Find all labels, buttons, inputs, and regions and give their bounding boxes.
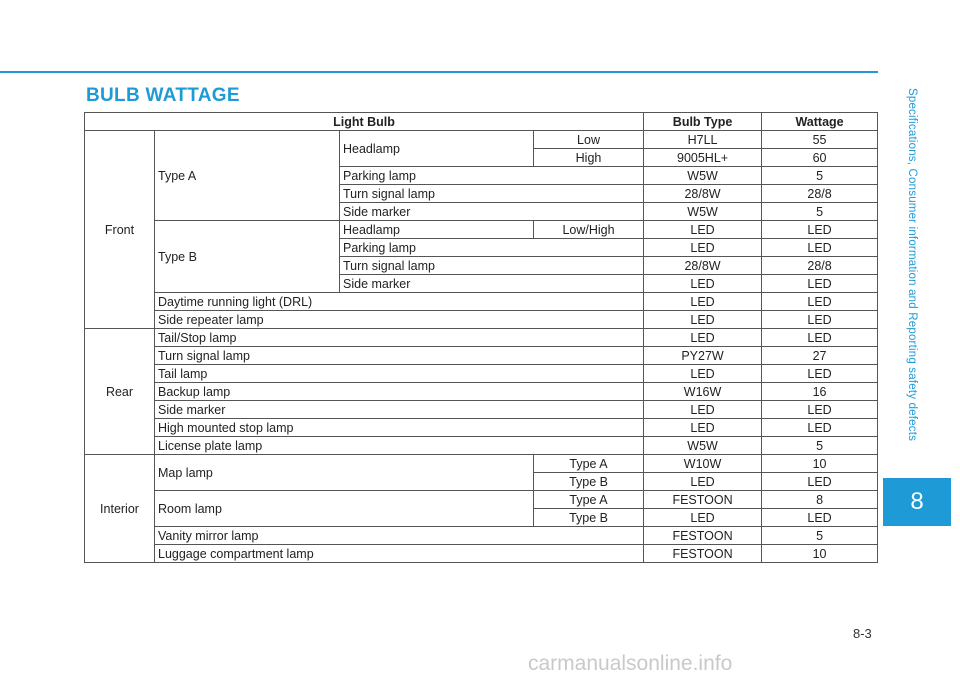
wattage-cell: 16 — [762, 383, 878, 401]
variant-type-a: Type A — [534, 491, 644, 509]
wattage-cell: LED — [762, 509, 878, 527]
lamp-label: Side marker — [340, 275, 644, 293]
bulb-type-cell: LED — [644, 275, 762, 293]
table-row — [85, 311, 878, 329]
bulb-type-cell: W5W — [644, 437, 762, 455]
wattage-cell: LED — [762, 221, 878, 239]
wattage-cell: LED — [762, 239, 878, 257]
wattage-cell: LED — [762, 311, 878, 329]
side-section-title — [904, 88, 920, 478]
lamp-label: Vanity mirror lamp — [155, 527, 644, 545]
table-row — [85, 527, 878, 545]
table-row — [85, 491, 878, 509]
lamp-label: Turn signal lamp — [340, 185, 644, 203]
bulb-type-cell: LED — [644, 401, 762, 419]
group-rear: Rear — [85, 329, 155, 455]
bulb-type-cell: LED — [644, 221, 762, 239]
table-row — [85, 383, 878, 401]
lamp-label: Backup lamp — [155, 383, 644, 401]
bulb-type-cell: H7LL — [644, 131, 762, 149]
table-row — [85, 545, 878, 563]
table-row — [85, 221, 878, 239]
wattage-cell: 28/8 — [762, 257, 878, 275]
bulb-type-cell: PY27W — [644, 347, 762, 365]
table-row — [85, 131, 878, 149]
side-section-title-text: Specifications, Consumer information and Reporting safety defects — [906, 88, 918, 442]
bulb-wattage-table — [84, 112, 878, 563]
group-interior: Interior — [85, 455, 155, 563]
bulb-type-cell: FESTOON — [644, 491, 762, 509]
group-front: Front — [85, 131, 155, 329]
bulb-type-cell: LED — [644, 365, 762, 383]
bulb-type-cell: LED — [644, 509, 762, 527]
lamp-label: Parking lamp — [340, 239, 644, 257]
bulb-type-cell: 28/8W — [644, 185, 762, 203]
bulb-type-cell: W5W — [644, 203, 762, 221]
table-row — [85, 365, 878, 383]
front-type-a: Type A — [155, 131, 340, 221]
lamp-label: Daytime running light (DRL) — [155, 293, 644, 311]
bulb-type-cell: LED — [644, 293, 762, 311]
wattage-cell: 5 — [762, 203, 878, 221]
wattage-cell: LED — [762, 365, 878, 383]
bulb-type-cell: LED — [644, 473, 762, 491]
table-row — [85, 293, 878, 311]
lamp-label: Side marker — [155, 401, 644, 419]
bulb-type-cell: FESTOON — [644, 545, 762, 563]
wattage-cell: LED — [762, 275, 878, 293]
wattage-cell: LED — [762, 419, 878, 437]
table-row — [85, 401, 878, 419]
bulb-type-cell: 9005HL+ — [644, 149, 762, 167]
wattage-cell: 10 — [762, 545, 878, 563]
table-row — [85, 329, 878, 347]
beam-low: Low — [534, 131, 644, 149]
table-row — [85, 347, 878, 365]
table-row — [85, 437, 878, 455]
bulb-type-cell: LED — [644, 419, 762, 437]
table-row — [85, 419, 878, 437]
wattage-cell: 27 — [762, 347, 878, 365]
beam-low-high: Low/High — [534, 221, 644, 239]
bulb-type-cell: 28/8W — [644, 257, 762, 275]
wattage-cell: LED — [762, 329, 878, 347]
front-a-headlamp: Headlamp — [340, 131, 534, 167]
wattage-cell: LED — [762, 401, 878, 419]
variant-type-b: Type B — [534, 509, 644, 527]
table-row — [85, 455, 878, 473]
lamp-label: Parking lamp — [340, 167, 644, 185]
variant-type-b: Type B — [534, 473, 644, 491]
wattage-cell: 5 — [762, 527, 878, 545]
wattage-cell: 5 — [762, 167, 878, 185]
bulb-type-cell: W5W — [644, 167, 762, 185]
header-light-bulb: Light Bulb — [85, 113, 644, 131]
variant-type-a: Type A — [534, 455, 644, 473]
beam-high: High — [534, 149, 644, 167]
bulb-type-cell: W10W — [644, 455, 762, 473]
lamp-label: Side marker — [340, 203, 644, 221]
wattage-cell: 5 — [762, 437, 878, 455]
lamp-label: Side repeater lamp — [155, 311, 644, 329]
bulb-type-cell: LED — [644, 239, 762, 257]
wattage-cell: LED — [762, 473, 878, 491]
chapter-tab: 8 — [883, 478, 951, 526]
lamp-label: Turn signal lamp — [155, 347, 644, 365]
wattage-cell: 28/8 — [762, 185, 878, 203]
wattage-cell: 55 — [762, 131, 878, 149]
lamp-label: Map lamp — [155, 455, 534, 491]
page-heading: BULB WATTAGE — [86, 85, 240, 106]
lamp-label: Luggage compartment lamp — [155, 545, 644, 563]
bulb-type-cell: FESTOON — [644, 527, 762, 545]
wattage-cell: LED — [762, 293, 878, 311]
wattage-cell: 10 — [762, 455, 878, 473]
wattage-cell: 8 — [762, 491, 878, 509]
lamp-label: High mounted stop lamp — [155, 419, 644, 437]
lamp-label: Tail/Stop lamp — [155, 329, 644, 347]
bulb-type-cell: LED — [644, 311, 762, 329]
lamp-label: License plate lamp — [155, 437, 644, 455]
header-wattage: Wattage — [762, 113, 878, 131]
lamp-label: Room lamp — [155, 491, 534, 527]
top-rule — [0, 71, 878, 73]
lamp-label: Turn signal lamp — [340, 257, 644, 275]
page-number: 8-3 — [853, 626, 872, 641]
lamp-label: Tail lamp — [155, 365, 644, 383]
bulb-type-cell: W16W — [644, 383, 762, 401]
table-header-row — [85, 113, 878, 131]
wattage-cell: 60 — [762, 149, 878, 167]
lamp-label: Headlamp — [340, 221, 534, 239]
front-type-b: Type B — [155, 221, 340, 293]
bulb-type-cell: LED — [644, 329, 762, 347]
watermark: carmanualsonline.info — [528, 652, 733, 675]
header-bulb-type: Bulb Type — [644, 113, 762, 131]
